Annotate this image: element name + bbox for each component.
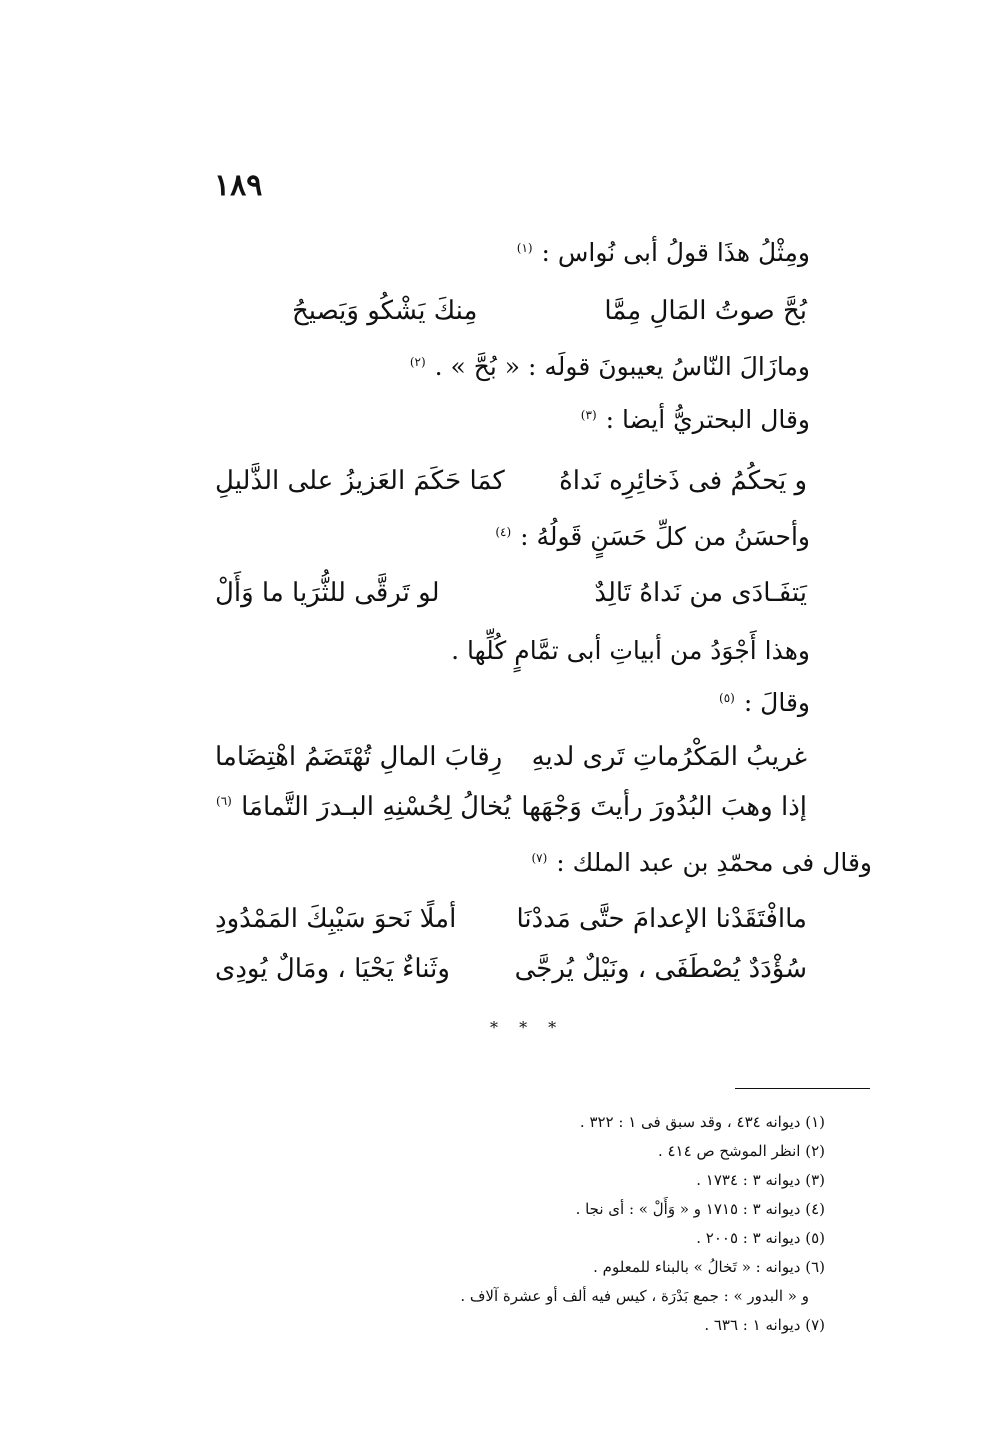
verse-text: يُخالُ لِحُسْنِهِ البـدرَ التَّمامَا: [241, 792, 512, 822]
intro-line-3: [580, 405, 810, 434]
footnote-ref: (٤): [495, 524, 512, 539]
footnote-ref: (٧): [531, 850, 548, 865]
verse-first-half: غريبُ المَكْرُماتِ تَرى لديهِ: [531, 742, 807, 772]
prose-text: ومازَالَ النّاسُ يعيبونَ قولَه : « بُحَّ » .: [434, 352, 810, 381]
verse-second-half: رِقابَ المالِ تُهْتَضَمُ اهْتِضَاما: [215, 742, 503, 772]
verse-line: [215, 742, 807, 772]
verse-first-half: بُحَّ صوتُ المَالِ مِمَّا: [604, 296, 807, 326]
verse-second-half: [215, 792, 511, 822]
footnote: (٦) ديوانه : « تَخالُ » بالبناء للمعلوم .: [593, 1258, 825, 1276]
verse-second-half: لو تَرقَّى للثُّرَيا ما وَأَلْ: [215, 578, 440, 608]
verse-line: [215, 466, 807, 496]
verse-first-half: يَتفَـادَى من نَداهُ تَالِدٌ: [594, 578, 807, 608]
prose-line-5: [451, 636, 810, 665]
intro-text: وقالَ :: [743, 688, 810, 717]
intro-line-1: [516, 238, 810, 267]
verse-second-half: وثَناءٌ يَحْيَا ، ومَالٌ يُودِى: [215, 954, 450, 984]
intro-line-7: [530, 848, 872, 877]
intro-text: ومِثْلُ هذَا قولُ أبى نُواس :: [541, 238, 810, 267]
footnote: (٢) انظر الموشح ص ٤١٤ .: [657, 1142, 825, 1160]
footnote: (١) ديوانه ٤٣٤ ، وقد سبق فى ١ : ٣٢٢ .: [579, 1113, 825, 1131]
verse-first-half: و يَحكُمُ فى ذَخائِرِه نَداهُ: [559, 466, 807, 496]
footnote: (٤) ديوانه ٣ : ١٧١٥ و « وَأَلْ » : أى نجا .: [575, 1200, 825, 1218]
footnote: (٧) ديوانه ١ : ٦٣٦ .: [704, 1316, 825, 1334]
verse-first-half: ماافْتَقَدْنا الإعدامَ حتَّى مَددْنَا: [516, 904, 807, 934]
verse-second-half: مِنكَ يَشْكُو وَيَصيحُ: [292, 296, 478, 326]
intro-text: وقال فى محمّدِ بن عبد الملك :: [556, 848, 872, 877]
footnote-ref: (١): [516, 240, 533, 255]
prose-text: وهذا أَجْوَدُ من أبياتِ أبى تمَّامٍ كُلِّها .: [451, 636, 810, 665]
footnote-ref: (٢): [409, 354, 426, 369]
page-number: ١٨٩: [214, 168, 263, 203]
section-separator: * * *: [490, 1018, 565, 1037]
footnotes: [460, 1108, 825, 1340]
footnote-ref: (٥): [719, 690, 735, 705]
intro-line-4: [494, 522, 810, 551]
footnote-rule: [735, 1088, 870, 1089]
verse-first-half: سُؤْدَدٌ يُصْطَفَى ، ونَيْلٌ يُرجَّى: [514, 954, 807, 984]
intro-text: وأحسَنُ من كلِّ حَسَنٍ قَولُهُ :: [520, 522, 810, 551]
prose-line-2: [409, 352, 810, 381]
footnote-ref: (٣): [580, 407, 597, 422]
verse-second-half: أملًا نَحوَ سَيْبِكَ المَمْدُودِ: [215, 904, 457, 934]
intro-line-6: [718, 688, 810, 717]
footnote: (٥) ديوانه ٣ : ٢٠٠٥ .: [696, 1229, 825, 1247]
intro-text: وقال البحتريُّ أيضا :: [605, 405, 810, 434]
footnote-ref: (٦): [216, 794, 232, 809]
verse-first-half: إذا وهبَ البُدُورَ رأيتَ وَجْهَها: [521, 792, 807, 822]
verse-line: [215, 792, 807, 822]
verse-line: [292, 296, 807, 326]
verse-line: [215, 954, 807, 984]
footnote: (٣) ديوانه ٣ : ١٧٣٤ .: [696, 1171, 825, 1189]
verse-second-half: كمَا حَكَمَ العَزيزُ على الذَّليلِ: [215, 466, 505, 496]
footnote: و « البدور » : جمع بَدْرَة ، كيس فيه ألف أو عشرة آلاف .: [460, 1287, 809, 1305]
verse-line: [215, 904, 807, 934]
verse-line: [215, 578, 807, 608]
